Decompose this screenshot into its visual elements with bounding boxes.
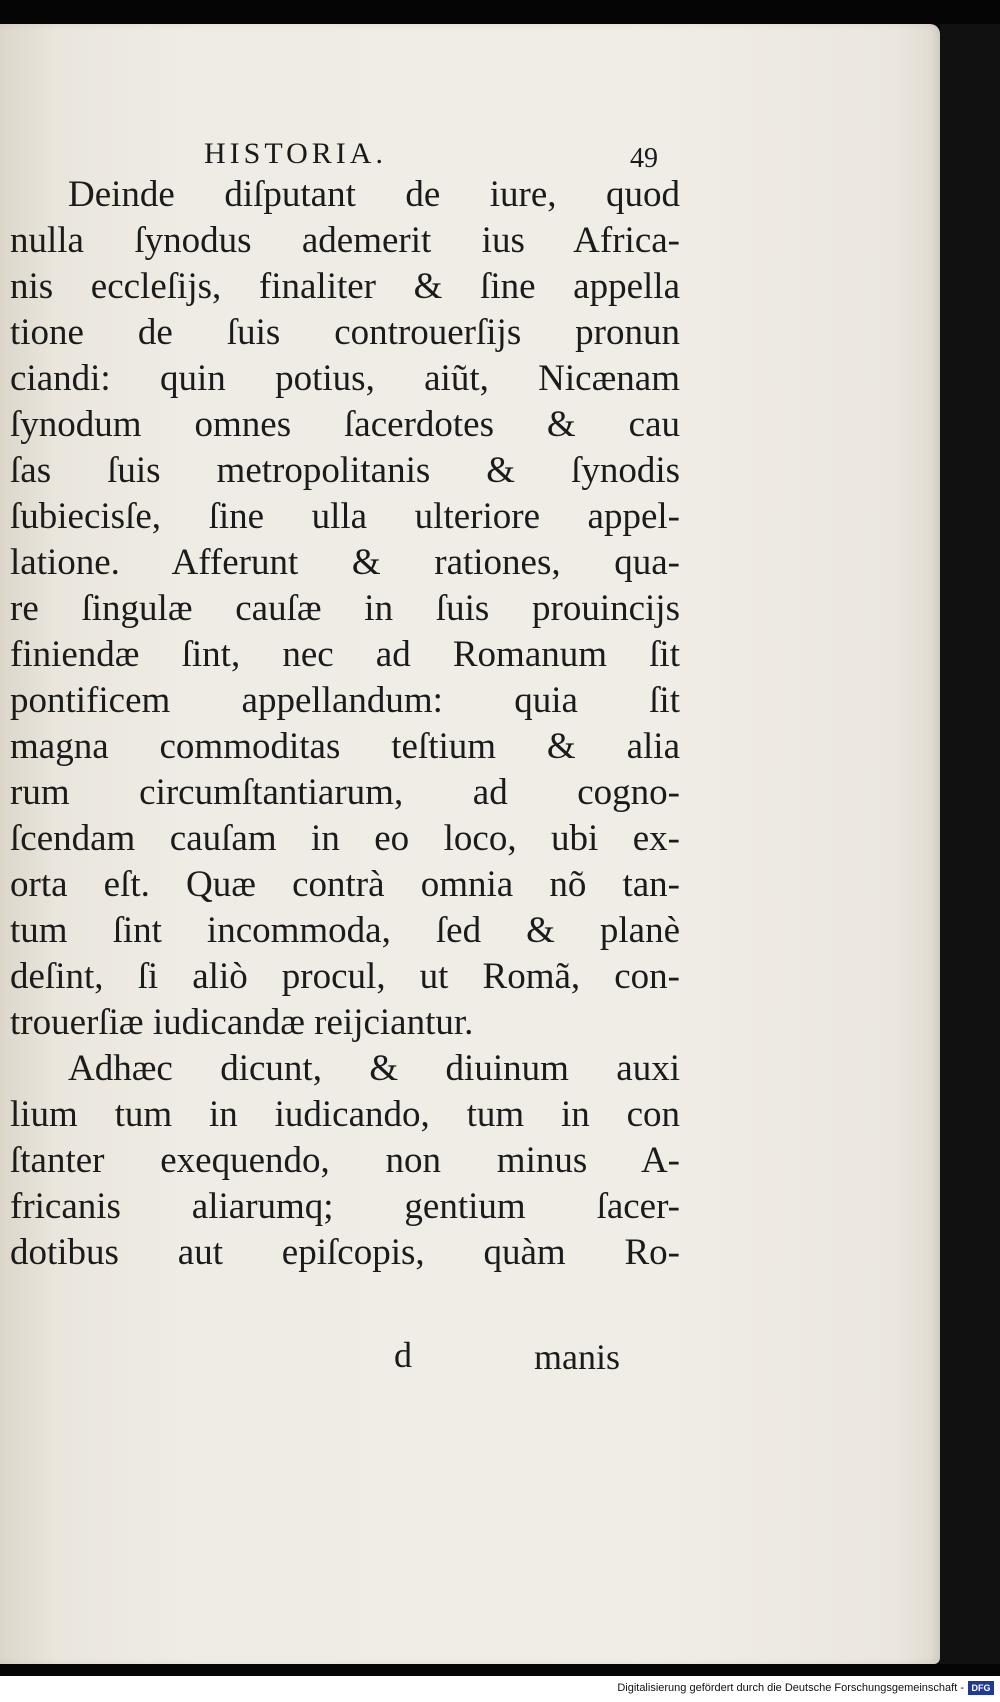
text-line: lium tum in iudicando, tum in con	[10, 1094, 680, 1135]
dfg-notice-text: Digitalisierung gefördert durch die Deutsche Forschungsgemeinschaft -	[617, 1682, 964, 1694]
page-header	[0, 137, 940, 177]
text-line: ſynodum omnes ſacerdotes & cau	[10, 404, 680, 445]
text-line: dotibus aut epiſcopis, quàm Ro-	[10, 1232, 680, 1273]
text-line: trouerſiæ iudicandæ reijciantur.	[10, 1002, 474, 1043]
signature-mark: d	[394, 1335, 412, 1375]
book-page	[0, 24, 940, 1664]
body-text	[10, 172, 680, 1276]
text-line: nulla ſynodus ademerit ius Africa-	[10, 220, 680, 261]
text-line: deſint, ſi aliò procul, ut Romã, con-	[10, 956, 680, 997]
catchword: manis	[534, 1337, 620, 1377]
text-line: nis eccleſijs, finaliter & ſine appella	[10, 266, 680, 307]
text-line: tione de ſuis controuerſijs pronun	[10, 312, 680, 353]
text-line: magna commoditas teſtium & alia	[10, 726, 680, 767]
text-line: orta eſt. Quæ contrà omnia nõ tan-	[10, 864, 680, 905]
text-line: fricanis aliarumq; gentium ſacer-	[10, 1186, 680, 1227]
text-line: Adhæc dicunt, & diuinum auxi	[68, 1048, 680, 1089]
text-line: ſubiecisſe, ſine ulla ulteriore appel-	[10, 496, 680, 537]
text-line: re ſingulæ cauſæ in ſuis prouincijs	[10, 588, 680, 629]
text-line: ſcendam cauſam in eo loco, ubi ex-	[10, 818, 680, 859]
scan-background	[940, 24, 1000, 1664]
text-line: rum circumſtantiarum, ad cogno-	[10, 772, 680, 813]
text-line: finiendæ ſint, nec ad Romanum ſit	[10, 634, 680, 675]
dfg-logo: DFG	[968, 1681, 994, 1695]
text-line: latione. Afferunt & rationes, qua-	[10, 542, 680, 583]
text-line: ſas ſuis metropolitanis & ſynodis	[10, 450, 680, 491]
text-line: tum ſint incommoda, ſed & planè	[10, 910, 680, 951]
text-line: Deinde diſputant de iure, quod	[68, 174, 680, 215]
text-line: ſtanter exequendo, non minus A-	[10, 1140, 680, 1181]
dfg-notice-bar	[0, 1676, 1000, 1702]
page-number: 49	[630, 143, 658, 174]
running-title: HISTORIA.	[204, 137, 387, 170]
text-line: pontificem appellandum: quia ſit	[10, 680, 680, 721]
text-line: ciandi: quin potius, aiũt, Nicænam	[10, 358, 680, 399]
